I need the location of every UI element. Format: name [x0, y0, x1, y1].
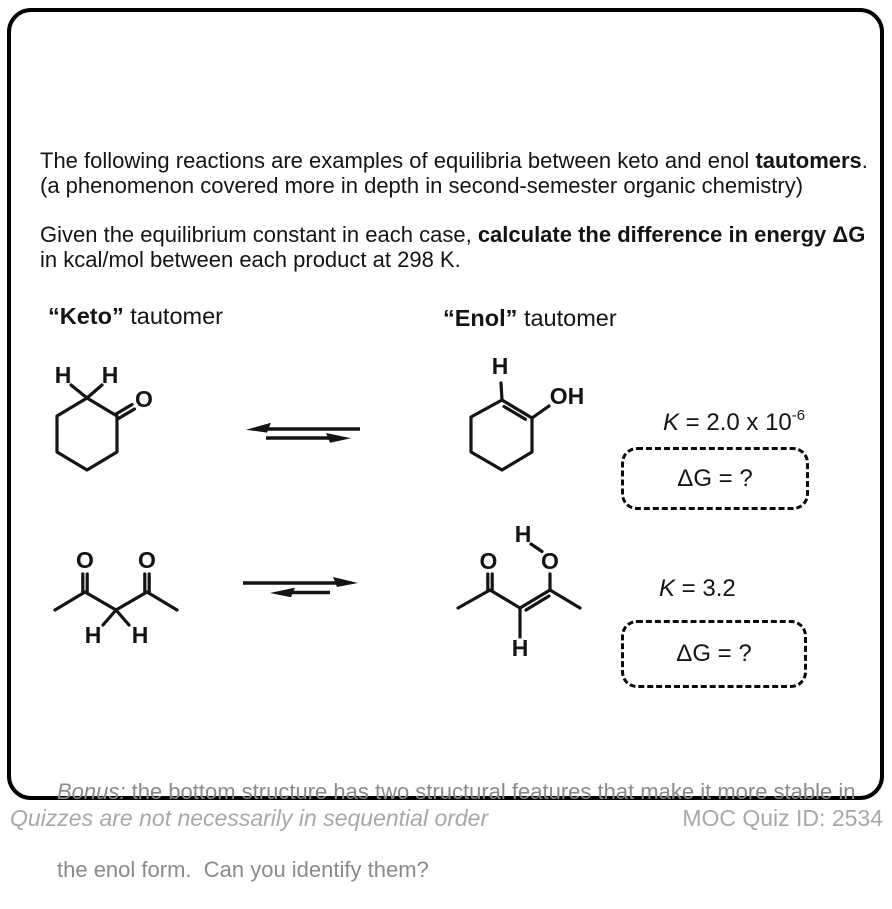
delta-g-answer-box-1	[621, 447, 809, 510]
bonus-line-1-text: the bottom structure has two structural features that make it more stable in	[125, 779, 856, 804]
k-value: = 2.0 x 10	[679, 409, 792, 436]
delta-g-question: ΔG = ?	[677, 464, 753, 492]
atom-label-o: O	[135, 386, 153, 412]
c-oh-bond	[532, 406, 549, 418]
intro-line-1	[40, 148, 868, 173]
intro-paragraph-1	[40, 148, 868, 198]
intro-line-3	[40, 222, 865, 247]
enol-header-bold: “Enol”	[443, 305, 518, 331]
atom-label-h: H	[54, 362, 72, 388]
atom-label-o: O	[138, 547, 156, 573]
arrowhead-left	[246, 423, 271, 433]
arrowhead-right	[326, 433, 351, 443]
keto-header-bold: “Keto”	[48, 303, 124, 329]
c-h-bond	[71, 385, 87, 398]
chain-bond	[550, 590, 580, 608]
bonus-lead: Bonus:	[57, 779, 126, 804]
cyclohexanone-structure	[40, 358, 165, 478]
intro-line-4: in kcal/mol between each product at 298 K.	[40, 247, 461, 272]
bonus-line-1	[57, 779, 856, 805]
k-value: = 3.2	[675, 575, 736, 602]
c-h-bond	[116, 610, 129, 625]
intro-line-3-text: Given the equilibrium constant in each case,	[40, 222, 478, 247]
atom-label-h: H	[84, 622, 102, 648]
cyclohexenol-structure	[455, 352, 595, 482]
arrowhead-left	[270, 588, 295, 598]
atom-label-h: H	[514, 521, 532, 547]
delta-g-answer-box-2	[621, 620, 807, 688]
intro-line-1-text: The following reactions are examples of equilibria between keto and enol	[40, 148, 756, 173]
atom-label-h: H	[511, 635, 529, 661]
enol-tautomer-header	[443, 305, 617, 332]
chain-bond	[55, 592, 177, 610]
pentanedione-structure	[45, 545, 195, 655]
cyclohexenol-bonds	[471, 383, 549, 470]
atom-label-h: H	[491, 353, 509, 379]
k-exponent: -6	[791, 407, 806, 424]
chain-bond	[458, 590, 520, 608]
pentanedione-enol-structure	[450, 522, 595, 662]
delta-g-question: ΔG = ?	[676, 640, 752, 667]
ring-bond	[471, 400, 532, 470]
arrowhead-right	[333, 577, 358, 587]
pentanedione-bonds	[55, 574, 177, 625]
intro-line-2: (a phenomenon covered more in depth in second-semester organic chemistry)	[40, 173, 804, 198]
atom-label-oh: OH	[549, 383, 585, 409]
atom-label-o: O	[76, 547, 94, 573]
c-h-bond	[87, 385, 102, 398]
atom-label-o: O	[479, 548, 498, 574]
equilibrium-constant-1	[663, 408, 805, 437]
equilibrium-arrow-2-icon	[240, 570, 365, 602]
cyclohexanone-bonds	[57, 385, 135, 470]
c-h-bond	[103, 610, 116, 625]
enol-header-rest: tautomer	[517, 305, 617, 331]
k-symbol: K	[659, 575, 676, 602]
intro-line-1-period: .	[861, 148, 868, 173]
keto-header-rest: tautomer	[123, 303, 224, 329]
equilibrium-arrow-1-icon	[240, 416, 365, 448]
keto-tautomer-header	[48, 303, 223, 330]
atom-label-h: H	[101, 362, 119, 388]
atom-label-o: O	[541, 548, 559, 574]
intro-line-3-bold: calculate the difference in energy ΔG	[477, 222, 866, 247]
pentanedione-enol-bonds	[458, 544, 580, 637]
quiz-id: MOC Quiz ID: 2534	[682, 805, 883, 831]
atom-label-h: H	[131, 622, 149, 648]
k-symbol: K	[663, 409, 680, 436]
footer-note: Quizzes are not necessarily in sequential order	[10, 805, 489, 831]
intro-line-1-bold: tautomers	[755, 148, 862, 173]
intro-paragraph-2	[40, 222, 865, 272]
bonus-line-2: the enol form. Can you identify them?	[57, 857, 429, 882]
equilibrium-constant-2	[659, 574, 736, 603]
ring-bond	[57, 398, 117, 470]
c-h-bond	[501, 383, 502, 400]
